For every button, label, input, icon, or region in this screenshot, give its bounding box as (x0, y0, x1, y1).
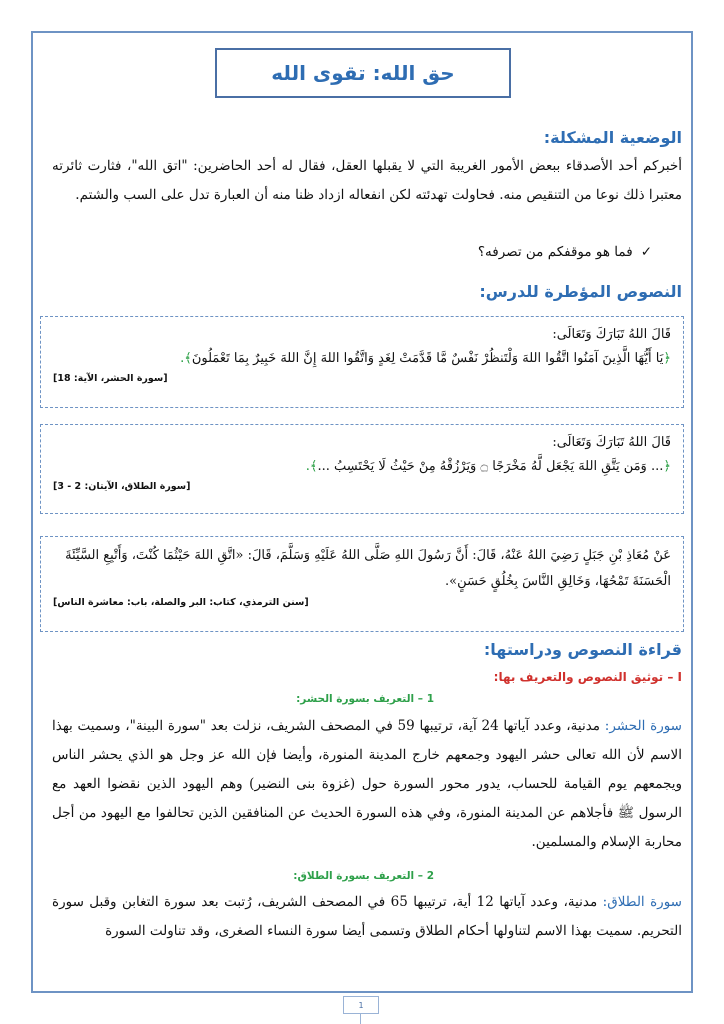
quote-reference: [سورة الحشر، الآية: 18] (53, 373, 168, 384)
texts-heading: النصوص المؤطرة للدرس: (479, 282, 682, 301)
quote-box-hadith (40, 536, 684, 632)
quote-text: ﴿يَا أَيُّهَا الَّذِينَ آمَنُوا اتَّقُوا اللهَ وَلْتَنظُرْ نَفْسٌ مَّا قَدَّمَتْ لِغَدٍ وَاتَّقُوا اللهَ إِنَّ اللهَ خَبِيرٌ بِمَا تَعْمَلُونَ﴾. (180, 351, 671, 366)
quote-text: ﴿... وَمَن يَتَّقِ اللهَ يَجْعَل لَّهُ مَخْرَجًا ۝ وَيَرْزُقْهُ مِنْ حَيْثُ لَا يَحْتَسِبُ ...﴾. (305, 459, 671, 474)
hadith-text: عَنْ مُعَاذِ بْنِ جَبَلٍ رَضِيَ اللهُ عَنْهُ، قَالَ: أَنَّ رَسُولَ اللهِ صَلَّى اللهُ عَلَيْهِ وَسَلَّمَ، قَالَ: «اتَّقِ اللهَ حَيْثُمَا كُنْتَ، وَأَتْبِعِ السَّيِّئَةَ الْحَسَنَةَ تَمْحُهَا، وَخَالِقِ النَّاسَ بِخُلُقٍ حَسَنٍ». (65, 548, 671, 589)
quote-box-hashr (40, 316, 684, 408)
page-title: حق الله: تقوى الله (215, 48, 511, 98)
study-heading: قراءة النصوص ودراستها: (483, 640, 682, 659)
question-text: فما هو موقفكم من تصرفه؟ (477, 244, 633, 260)
check-icon: ✓ (640, 244, 652, 260)
problem-question (478, 244, 652, 260)
hashr-paragraph: سورة الحشر: مدنية، وعدد آياتها 24 آية، ترتيبها 59 في المصحف الشريف، نزلت بعد "سورة البينة"، وسميت بهذا الاسم لأن الله تعالى حشر اليهود وجمعهم خارج المدينة المنورة، وأيضا فإن الله عز وجل هو الذي يحشر الناس ويجمعهم يوم القيامة للحساب، يدور محور السورة حول (غزوة بنى النضير) وهم اليهود الذين نقضوا العهد مع الرسول ﷺ فأجلاهم عن المدينة المنورة، وفي هذه السورة الحديث عن المنافقين الذين تحالفوا مع اليهود من أجل محاربة الإسلام والمسلمين. (52, 718, 682, 850)
quote-intro: قَالَ اللهُ تَبَارَكَ وَتَعَالَى: (552, 435, 671, 450)
hashr-intro-heading: 1 – التعريف بسورة الحشر: (296, 693, 434, 705)
quote-intro: قَالَ اللهُ تَبَارَكَ وَتَعَالَى: (552, 327, 671, 342)
talaq-intro-heading: 2 – التعريف بسورة الطلاق: (293, 870, 434, 882)
page-number: 1 (343, 996, 379, 1014)
hadith-reference: [سنن الترمذي، كتاب: البر والصلة، باب: معاشرة الناس] (53, 597, 309, 608)
quote-box-talaq (40, 424, 684, 514)
problem-text: أخبركم أحد الأصدقاء ببعض الأمور الغريبة التي لا يقبلها العقل، فقال له أحد الحاضرين: "اتق الله"، فثارت ثائرته معتبرا ذلك نوعا من التنقيص منه. فحاولت تهدئته لكن انفعاله ازداد ظنا منه أن العبارة تدل على السب والشتم. (52, 158, 682, 203)
quote-reference: [سورة الطلاق، الآيتان: 2 - 3] (53, 481, 191, 492)
page-number-connector (360, 1014, 361, 1024)
problem-heading: الوضعية المشكلة: (543, 128, 682, 147)
documentation-heading: I – توثيق النصوص والتعريف بها: (493, 670, 682, 684)
talaq-paragraph: سورة الطلاق: مدنية، وعدد آياتها 12 أية، ترتيبها 65 في المصحف الشريف، رُتبت بعد سورة التغابن وقبل سورة التحريم. سميت بهذا الاسم لتناولها أحكام الطلاق وتسمى أيضا سورة النساء الصغرى، وقد تناولت السورة (52, 894, 682, 939)
